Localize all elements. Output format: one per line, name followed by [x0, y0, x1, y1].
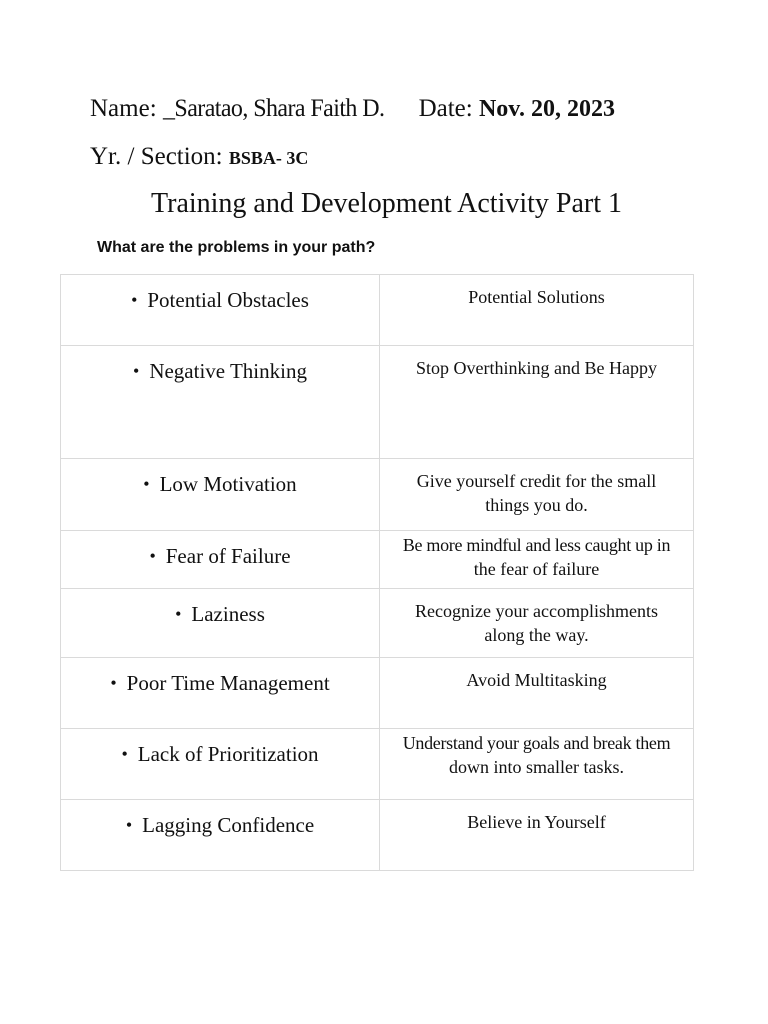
obstacle-text: Low Motivation — [159, 472, 297, 496]
bullet-icon: • — [149, 546, 156, 566]
table-row — [61, 459, 694, 531]
section-label: Yr. / Section: — [90, 143, 223, 170]
obstacle-text: Negative Thinking — [149, 359, 307, 383]
obstacle-cell — [61, 729, 380, 800]
obstacle-text: Fear of Failure — [165, 544, 291, 568]
bullet-icon: • — [125, 815, 133, 835]
solution-text: Believe in Yourself — [467, 812, 606, 832]
solution-text: Avoid Multitasking — [466, 670, 607, 690]
header-right-cell — [380, 275, 694, 346]
solution-cell — [380, 729, 694, 800]
obstacle-cell — [61, 459, 380, 531]
solution-text-line-2: the fear of failure — [473, 559, 600, 579]
solution-cell — [380, 346, 694, 459]
name-label: Name: — [90, 95, 157, 122]
date-label: Date: — [418, 95, 473, 122]
table-header-row — [61, 275, 694, 346]
solution-cell — [380, 800, 694, 871]
obstacle-cell — [61, 800, 380, 871]
solution-text-line-2: things you do. — [485, 495, 588, 515]
name-value: _Saratao, Shara Faith D. — [162, 95, 385, 122]
solution-text-line-1: Give yourself credit for the small — [416, 471, 657, 491]
section-value: BSBA- 3C — [228, 148, 309, 168]
solution-text-line-2: down into smaller tasks. — [449, 757, 624, 777]
obstacle-cell — [61, 531, 380, 589]
name-date-line — [90, 93, 615, 125]
obstacle-text: Laziness — [191, 602, 265, 626]
section-line — [90, 141, 308, 174]
table-row — [61, 729, 694, 800]
obstacle-text: Lagging Confidence — [142, 813, 315, 837]
bullet-icon: • — [175, 604, 182, 624]
solution-text-line-1: Understand your goals and break them — [402, 733, 671, 753]
header-solutions: Potential Solutions — [468, 287, 605, 307]
date-value: Nov. 20, 2023 — [478, 96, 615, 122]
bullet-icon: • — [133, 361, 140, 381]
solution-cell — [380, 658, 694, 729]
obstacle-cell — [61, 658, 380, 729]
solution-text: Stop Overthinking and Be Happy — [416, 358, 657, 378]
table-row — [61, 589, 694, 658]
page-title: Training and Development Activity Part 1 — [151, 188, 623, 219]
obstacles-solutions-table — [60, 274, 694, 871]
solution-cell — [380, 531, 694, 589]
obstacle-cell — [61, 346, 380, 459]
solution-text-line-2: along the way. — [484, 625, 589, 645]
bullet-icon: • — [110, 673, 117, 693]
obstacle-text: Poor Time Management — [126, 671, 330, 695]
solution-cell — [380, 589, 694, 658]
table-row — [61, 658, 694, 729]
bullet-icon: • — [121, 744, 128, 764]
solution-text-line-1: Recognize your accomplishments — [415, 601, 658, 621]
header-left-cell — [61, 275, 380, 346]
bullet-icon: • — [131, 290, 138, 310]
table-row — [61, 531, 694, 589]
solution-cell — [380, 459, 694, 531]
question-text: What are the problems in your path? — [97, 239, 376, 256]
bullet-icon: • — [143, 474, 150, 494]
obstacle-cell — [61, 589, 380, 658]
table-row — [61, 800, 694, 871]
header-obstacles: Potential Obstacles — [147, 288, 309, 312]
obstacle-text: Lack of Prioritization — [137, 742, 319, 766]
solution-text-line-1: Be more mindful and less caught up in — [402, 535, 671, 555]
table-row — [61, 346, 694, 459]
